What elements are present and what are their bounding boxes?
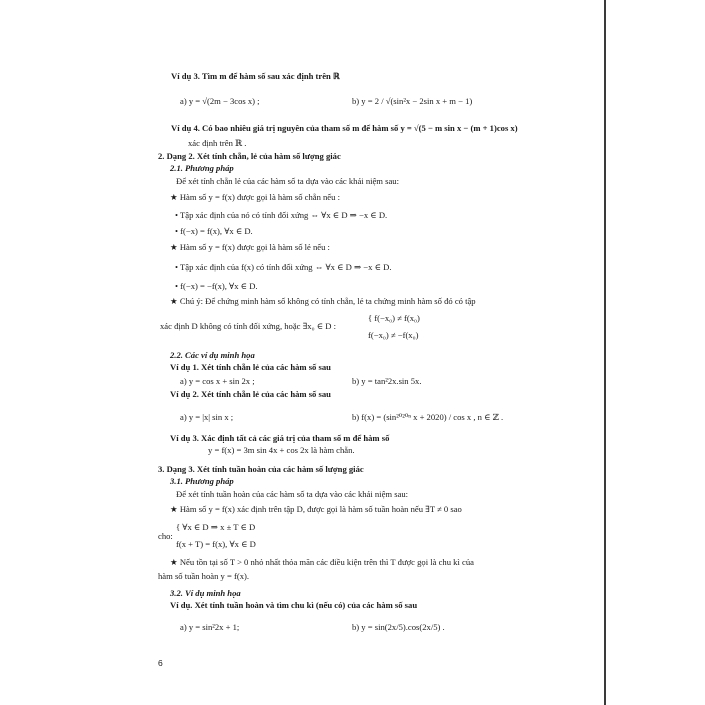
text-line-l15c: f(−x₀) ≠ −f(x₀) (368, 330, 419, 340)
text-line-l19: Ví dụ 2. Xét tính chẵn lẻ của các hàm số sau (170, 389, 331, 399)
page-edge-line (604, 0, 606, 705)
text-line-l15b: { f(−x₀) ≠ f(x₀) (368, 313, 420, 323)
text-line-l18b: b) y = tan²2x.sin 5x. (352, 376, 422, 386)
text-line-l01: Ví dụ 3. Tìm m để hàm số sau xác định trên ℝ (171, 71, 340, 81)
text-line-l04: xác định trên ℝ . (188, 138, 247, 148)
text-line-l15a: xác định D không có tính đối xứng, hoặc ∃x₀ ∈ D : (160, 321, 336, 331)
text-line-l02a: a) y = √(2m − 3cos x) ; (180, 96, 260, 106)
text-line-l24: 3.1. Phương pháp (170, 476, 234, 486)
text-line-l14: ★ Chú ý: Để chứng minh hàm số không có tính chẵn, lẻ ta chứng minh hàm số đó có tập (170, 296, 476, 306)
text-line-l08: ★ Hàm số y = f(x) được gọi là hàm số chẵn nếu : (170, 192, 340, 202)
text-line-l03: Ví dụ 4. Có bao nhiêu giá trị nguyên của tham số m để hàm số y = √(5 − m sin x − (m + 1)cos x) (171, 123, 518, 133)
text-line-l27a: cho: (158, 531, 173, 541)
text-line-l30: 3.2. Ví dụ minh họa (170, 588, 241, 598)
text-line-l27b: { ∀x ∈ D ⇒ x ± T ∈ D (176, 522, 256, 532)
text-line-l10: • f(−x) = f(x), ∀x ∈ D. (175, 226, 253, 236)
text-line-l12: • Tập xác định của f(x) có tính đối xứng ⇔ ∀x ∈ D ⇒ −x ∈ D. (175, 262, 392, 272)
text-line-l23: 3. Dạng 3. Xét tính tuần hoàn của các hàm số lượng giác (158, 464, 364, 474)
page-number: 6 (158, 658, 163, 668)
text-line-l16: 2.2. Các ví dụ minh họa (170, 350, 255, 360)
text-line-l22: y = f(x) = 3m sin 4x + cos 2x là hàm chẵn. (208, 445, 355, 455)
text-line-l18a: a) y = cos x + sin 2x ; (180, 376, 255, 386)
text-line-l06: 2.1. Phương pháp (170, 163, 234, 173)
text-line-l20b: b) f(x) = (sin²⁰²⁰ⁿ x + 2020) / cos x , n ∈ ℤ . (352, 412, 504, 422)
text-line-l17: Ví dụ 1. Xét tính chẵn lẻ của các hàm số sau (170, 362, 331, 372)
text-line-l20a: a) y = |x| sin x ; (180, 412, 234, 422)
text-line-l28: ★ Nếu tồn tại số T > 0 nhỏ nhất thỏa mãn các điều kiện trên thì T được gọi là chu kì của (170, 557, 474, 567)
text-line-l05: 2. Dạng 2. Xét tính chẵn, lẻ của hàm số lượng giác (158, 151, 341, 161)
text-line-l21: Ví dụ 3. Xác định tất cả các giá trị của tham số m để hàm số (170, 433, 390, 443)
text-line-l09: • Tập xác định của nó có tính đối xứng ⇔ ∀x ∈ D ⇒ −x ∈ D. (175, 210, 388, 220)
text-line-l02b: b) y = 2 / √(sin²x − 2sin x + m − 1) (352, 96, 473, 106)
text-line-l32b: b) y = sin(2x/5).cos(2x/5) . (352, 622, 445, 632)
text-line-l26: ★ Hàm số y = f(x) xác định trên tập D, được gọi là hàm số tuần hoàn nếu ∃T ≠ 0 sao (170, 504, 462, 514)
text-line-l25: Để xét tính tuần hoàn của các hàm số ta dựa vào các khái niệm sau: (176, 489, 409, 499)
text-line-l32a: a) y = sin²2x + 1; (180, 622, 240, 632)
text-line-l27c: f(x + T) = f(x), ∀x ∈ D (176, 539, 256, 549)
text-line-l07: Để xét tính chẵn lẻ của các hàm số ta dựa vào các khái niệm sau: (176, 176, 399, 186)
text-line-l31: Ví dụ. Xét tính tuần hoàn và tìm chu kì (nếu có) của các hàm số sau (170, 600, 418, 610)
text-line-l13: • f(−x) = −f(x), ∀x ∈ D. (175, 281, 258, 291)
text-line-l11: ★ Hàm số y = f(x) được gọi là hàm số lẻ nếu : (170, 242, 330, 252)
text-line-l29: hàm số tuần hoàn y = f(x). (158, 571, 250, 581)
